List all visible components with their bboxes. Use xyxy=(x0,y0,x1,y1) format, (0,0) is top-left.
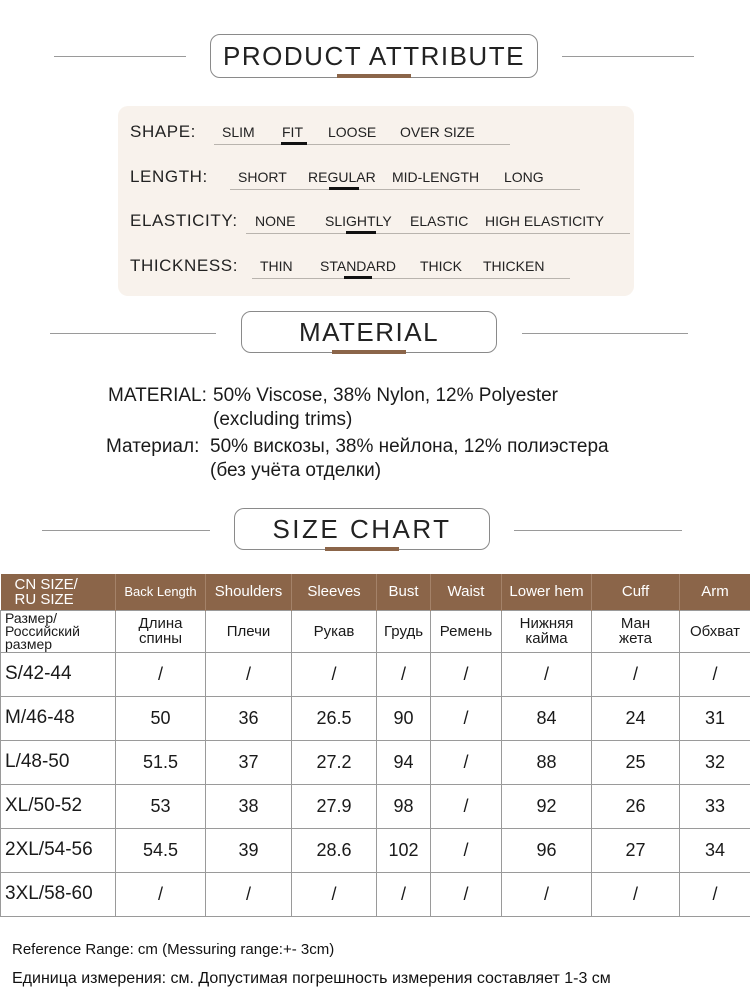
attribute-option: FIT xyxy=(282,124,303,140)
measurement-cell: 50 xyxy=(116,696,206,740)
measurement-cell: / xyxy=(292,652,377,696)
attribute-option: REGULAR xyxy=(308,169,376,185)
measurement-cell: 102 xyxy=(377,828,431,872)
attribute-baseline xyxy=(214,144,510,145)
size-chart-header xyxy=(0,508,750,554)
size-cell: 2XL/54-56 xyxy=(1,828,116,872)
column-header-ru: Обхват xyxy=(680,610,750,652)
measurement-cell: 24 xyxy=(592,696,680,740)
attribute-row-shape xyxy=(130,114,630,144)
measurement-cell: / xyxy=(377,872,431,916)
attribute-option: SLIM xyxy=(222,124,255,140)
measurement-cell: / xyxy=(292,872,377,916)
table-row xyxy=(1,652,750,696)
measurement-cell: 27.2 xyxy=(292,740,377,784)
attribute-baseline xyxy=(230,189,580,190)
measurement-cell: / xyxy=(592,652,680,696)
measurement-cell: 27 xyxy=(592,828,680,872)
attribute-baseline xyxy=(252,278,570,279)
column-header-ru: Плечи xyxy=(206,610,292,652)
material-header xyxy=(0,311,750,357)
measurement-cell: / xyxy=(680,652,750,696)
measurement-cell: / xyxy=(502,652,592,696)
header-rule-right xyxy=(562,56,694,57)
column-header-ru: Ман жета xyxy=(592,610,680,652)
material-ru-composition: 50% вискозы, 38% нейлона, 12% полиэстера xyxy=(210,436,609,457)
column-header: Bust xyxy=(377,574,431,610)
table-row xyxy=(1,696,750,740)
column-header: Waist xyxy=(431,574,502,610)
measurement-cell: 37 xyxy=(206,740,292,784)
measurement-cell: / xyxy=(377,652,431,696)
column-header-ru: Рукав xyxy=(292,610,377,652)
attribute-label: ELASTICITY: xyxy=(130,211,238,230)
measurement-cell: / xyxy=(680,872,750,916)
size-cell: S/42-44 xyxy=(1,652,116,696)
measurement-cell: 26.5 xyxy=(292,696,377,740)
measurement-cell: 27.9 xyxy=(292,784,377,828)
measurement-cell: 28.6 xyxy=(292,828,377,872)
measurement-cell: / xyxy=(502,872,592,916)
size-chart-table xyxy=(0,574,750,917)
measurement-cell: / xyxy=(431,652,502,696)
measurement-cell: / xyxy=(116,872,206,916)
material-en-note: (excluding trims) xyxy=(213,409,353,430)
measurement-cell: 38 xyxy=(206,784,292,828)
measurement-cell: 96 xyxy=(502,828,592,872)
product-attribute-header xyxy=(0,34,750,80)
table-header-row xyxy=(1,574,750,610)
attribute-option: THICK xyxy=(420,258,462,274)
attribute-row-elasticity xyxy=(130,203,630,233)
column-header: Back Length xyxy=(116,574,206,610)
reference-range-note: Reference Range: cm (Messuring range:+- 3cm) xyxy=(12,941,335,958)
measurement-cell: / xyxy=(431,696,502,740)
measurement-cell: / xyxy=(431,740,502,784)
attribute-option: THIN xyxy=(260,258,293,274)
measurement-cell: 33 xyxy=(680,784,750,828)
measurement-cell: 54.5 xyxy=(116,828,206,872)
measurement-cell: / xyxy=(206,872,292,916)
measurement-cell: / xyxy=(206,652,292,696)
material-ru-label: Материал: xyxy=(106,436,200,457)
measurement-cell: 51.5 xyxy=(116,740,206,784)
selected-option-marker xyxy=(329,187,359,190)
attribute-panel xyxy=(118,106,634,296)
attribute-option: STANDARD xyxy=(320,258,396,274)
title-accent-bar xyxy=(325,547,399,551)
header-rule-right xyxy=(514,530,682,531)
attribute-option: LOOSE xyxy=(328,124,377,140)
column-header-ru: Нижняя кайма xyxy=(502,610,592,652)
size-chart-title: SIZE CHART xyxy=(234,508,490,550)
attribute-label: THICKNESS: xyxy=(130,256,239,275)
measurement-cell: 34 xyxy=(680,828,750,872)
column-header: Cuff xyxy=(592,574,680,610)
measurement-cell: 94 xyxy=(377,740,431,784)
measurement-cell: 88 xyxy=(502,740,592,784)
measurement-cell: / xyxy=(592,872,680,916)
column-header-ru: Ремень xyxy=(431,610,502,652)
attribute-row-length xyxy=(130,159,630,189)
table-row xyxy=(1,740,750,784)
size-cell: L/48-50 xyxy=(1,740,116,784)
measurement-cell: 25 xyxy=(592,740,680,784)
table-row xyxy=(1,784,750,828)
table-row xyxy=(1,872,750,916)
attribute-option: THICKEN xyxy=(483,258,545,274)
column-header: Lower hem xyxy=(502,574,592,610)
measurement-cell: 31 xyxy=(680,696,750,740)
title-accent-bar xyxy=(332,350,406,354)
measurement-cell: 92 xyxy=(502,784,592,828)
title-accent-bar xyxy=(337,74,411,78)
attribute-option: MID-LENGTH xyxy=(392,169,480,185)
header-rule-left xyxy=(54,56,186,57)
measurement-cell: / xyxy=(431,828,502,872)
size-cell: 3XL/58-60 xyxy=(1,872,116,916)
column-header: Sleeves xyxy=(292,574,377,610)
product-attribute-title: PRODUCT ATTRIBUTE xyxy=(210,34,538,78)
column-header: Shoulders xyxy=(206,574,292,610)
size-cell: XL/50-52 xyxy=(1,784,116,828)
header-rule-left xyxy=(42,530,210,531)
size-cell: M/46-48 xyxy=(1,696,116,740)
measurement-cell: 39 xyxy=(206,828,292,872)
attribute-option: LONG xyxy=(504,169,544,185)
attribute-option: SLIGHTLY xyxy=(325,213,392,229)
measurement-cell: / xyxy=(116,652,206,696)
measurement-cell: 26 xyxy=(592,784,680,828)
material-en-label: MATERIAL: xyxy=(108,385,207,406)
column-header-ru: Длина спины xyxy=(116,610,206,652)
table-header-ru-row xyxy=(1,610,750,652)
table-row xyxy=(1,828,750,872)
header-rule-left xyxy=(50,333,216,334)
measurement-note-ru: Единица измерения: см. Допустимая погрешность измерения составляет 1-3 см xyxy=(12,970,611,987)
selected-option-marker xyxy=(344,276,372,279)
attribute-row-thickness xyxy=(130,248,630,278)
selected-option-marker xyxy=(281,142,307,145)
material-en-composition: 50% Viscose, 38% Nylon, 12% Polyester xyxy=(213,385,558,406)
attribute-option: OVER SIZE xyxy=(400,124,475,140)
column-header: Arm xyxy=(680,574,750,610)
measurement-cell: 98 xyxy=(377,784,431,828)
selected-option-marker xyxy=(346,231,376,234)
measurement-cell: / xyxy=(431,784,502,828)
measurement-cell: 53 xyxy=(116,784,206,828)
attribute-label: SHAPE: xyxy=(130,122,196,141)
attribute-option: HIGH ELASTICITY xyxy=(485,213,605,229)
measurement-cell: 84 xyxy=(502,696,592,740)
header-rule-right xyxy=(522,333,688,334)
measurement-cell: 32 xyxy=(680,740,750,784)
material-ru-note: (без учёта отделки) xyxy=(210,460,382,481)
measurement-cell: 36 xyxy=(206,696,292,740)
attribute-option: ELASTIC xyxy=(410,213,469,229)
column-header-ru: Размер/ Российский размер xyxy=(1,610,116,652)
material-title: MATERIAL xyxy=(241,311,497,353)
attribute-option: SHORT xyxy=(238,169,287,185)
attribute-option: NONE xyxy=(255,213,296,229)
column-header: CN SIZE/ RU SIZE xyxy=(1,574,116,610)
attribute-label: LENGTH: xyxy=(130,167,208,186)
attribute-baseline xyxy=(246,233,630,234)
measurement-cell: 90 xyxy=(377,696,431,740)
column-header-ru: Грудь xyxy=(377,610,431,652)
measurement-cell: / xyxy=(431,872,502,916)
